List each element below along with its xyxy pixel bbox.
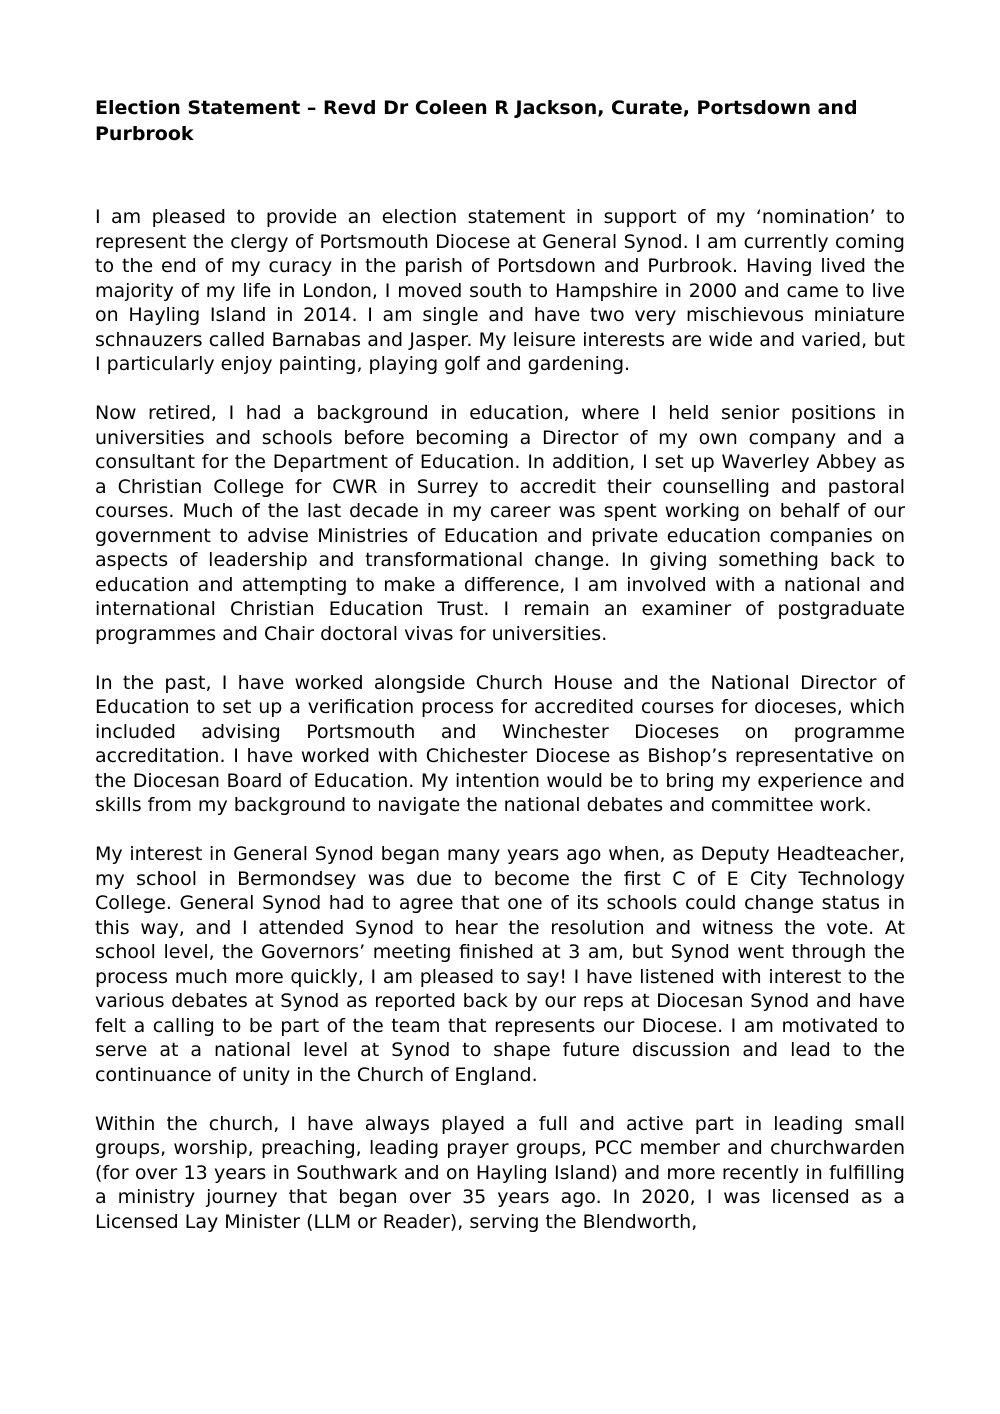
document-title: Election Statement – Revd Dr Coleen R Jackson, Curate, Portsdown and Purbrook	[95, 97, 858, 145]
paragraph-introduction: I am pleased to provide an election statement in support of my ‘nomination’ to represent the clergy of Portsmouth Diocese at General Synod. I am currently coming to the end of my curacy in the parish of Portsdown and Purbrook. Having lived the majority of my life in London, I moved south to Hampshire in 2000 and came to live on Hayling Island in 2014. I am single and have two very mischievous miniature schnauzers called Barnabas and Jasper. My leisure interests are wide and varied, but I particularly enjoy painting, playing golf and gardening.	[95, 206, 905, 375]
paragraph-church-house-work: In the past, I have worked alongside Church House and the National Director of Education to set up a verification process for accredited courses for dioceses, which included advising Portsmouth and Winchester Dioceses on programme accreditation. I have worked with Chichester Diocese as Bishop’s representative on the Diocesan Board of Education. My intention would be to bring my experience and skills from my background to navigate the national debates and committee work.	[95, 671, 905, 816]
paragraph-synod-interest: My interest in General Synod began many years ago when, as Deputy Headteacher, my school in Bermondsey was due to become the first C of E City Technology College. General Synod had to agree that one of its schools could change status in this way, and I attended Synod to hear the resolution and witness the vote. At school level, the Governors’ meeting finished at 3 am, but Synod went through the process much more quickly, I am pleased to say! I have listened with interest to the various debates at Synod as reported back by our reps at Diocesan Synod and have felt a calling to be part of the team that represents our Diocese. I am motivated to serve at a national level at Synod to shape future discussion and lead to the continuance of unity in the Church of England.	[95, 843, 905, 1086]
paragraph-education-background: Now retired, I had a background in education, where I held senior positions in universities and schools before becoming a Director of my own company and a consultant for the Department of Education. In addition, I set up Waverley Abbey as a Christian College for CWR in Surrey to accredit their counselling and pastoral courses. Much of the last decade in my career was spent working on behalf of our government to advise Ministries of Education and private education companies on aspects of leadership and transformational change. In giving something back to education and attempting to make a difference, I am involved with a national and international Christian Education Trust. I remain an examiner of postgraduate programmes and Chair doctoral vivas for universities.	[95, 402, 905, 645]
paragraph-church-ministry: Within the church, I have always played a full and active part in leading small groups, worship, preaching, leading prayer groups, PCC member and churchwarden (for over 13 years in Southwark and on Hayling Island) and more recently in fulfilling a ministry journey that began over 35 years ago. In 2020, I was licensed as a Licensed Lay Minister (LLM or Reader), serving the Blendworth,	[95, 1112, 905, 1233]
document-page	[95, 95, 905, 1259]
